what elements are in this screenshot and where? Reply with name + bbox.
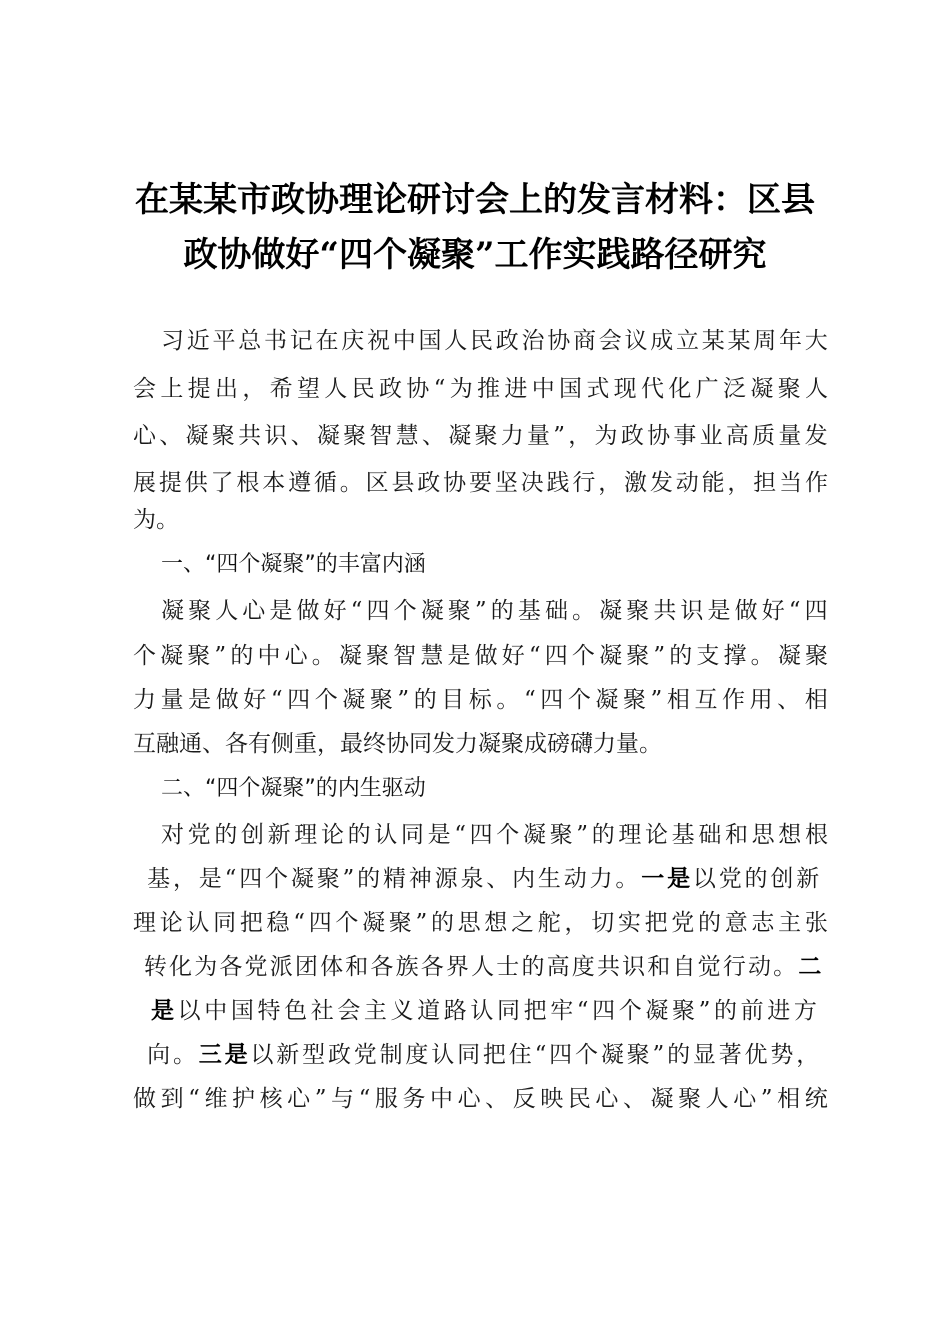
paragraph-1-line-3: 心 、 凝 聚 共 识 、 凝 聚 智 慧 、 凝 聚 力 量 ” ， 为 政 协 事 业 高 质 量 发: [133, 423, 828, 449]
paragraph-3-line-2: 基 ， 是 “ 四 个 凝 聚 ” 的 精 神 源 泉 、 内 生 动 力 。 一 是 以 党 的 创 新: [147, 865, 820, 892]
paragraph-1-line-1: 习 近 平 总 书 记 在 庆 祝 中 国 人 民 政 治 协 商 会 议 成 立 某 某 周 年 大: [161, 328, 828, 354]
paragraph-3-line-5: 是 以 中 国 特 色 社 会 主 义 道 路 认 同 把 牢 “ 四 个 凝 聚 ” 的 前 进 方: [151, 997, 817, 1024]
paragraph-3-line-6: 向 。 三 是 以 新 型 政 党 制 度 认 同 把 住 “ 四 个 凝 聚 ” 的 显 著 优 势 ，: [147, 1041, 820, 1068]
paragraph-3-line-3: 理 论 认 同 把 稳 “ 四 个 凝 聚 ” 的 思 想 之 舵 ， 切 实 把 党 的 意 志 主 张: [133, 910, 828, 936]
section-2-heading: 二、“四个凝聚”的内生驱动: [161, 776, 426, 801]
paragraph-2-line-2: 个 凝 聚 ” 的 中 心 。 凝 聚 智 慧 是 做 好 “ 四 个 凝 聚 ” 的 支 撑 。 凝 聚: [133, 643, 828, 669]
document-title-line-2: 政协做好“四个凝聚”工作实践路径研究: [183, 235, 767, 275]
paragraph-3-line-1: 对 党 的 创 新 理 论 的 认 同 是 “ 四 个 凝 聚 ” 的 理 论 基 础 和 思 想 根: [161, 822, 828, 848]
paragraph-2-line-1: 凝 聚 人 心 是 做 好 “ 四 个 凝 聚 ” 的 基 础 。 凝 聚 共 识 是 做 好 “ 四: [161, 598, 828, 624]
section-1-heading: 一、“四个凝聚”的丰富内涵: [161, 552, 426, 577]
document-title-line-1: 在某某市政协理论研讨会上的发言材料：区县: [135, 180, 815, 220]
paragraph-2-line-3: 力 量 是 做 好 “ 四 个 凝 聚 ” 的 目 标 。 “ 四 个 凝 聚 ” 相 互 作 用 、 相: [133, 687, 828, 713]
paragraph-1-line-4: 展 提 供 了 根 本 遵 循 。 区 县 政 协 要 坚 决 践 行 ， 激 发 动 能 ， 担 当 作: [133, 470, 828, 496]
paragraph-3-line-7: 做 到 “ 维 护 核 心 ” 与 “ 服 务 中 心 、 反 映 民 心 、 凝 聚 人 心 ” 相 统: [133, 1086, 828, 1112]
paragraph-3-line-4: 转 化 为 各 党 派 团 体 和 各 族 各 界 人 士 的 高 度 共 识 和 自 觉 行 动 。 二: [143, 953, 822, 980]
paragraph-2-line-4: 互融通、各有侧重，最终协同发力凝聚成磅礴力量。: [133, 731, 662, 757]
paragraph-1-line-2: 会 上 提 出 ， 希 望 人 民 政 协 “ 为 推 进 中 国 式 现 代 化 广 泛 凝 聚 人: [133, 376, 828, 402]
paragraph-1-line-5: 为。: [133, 507, 179, 533]
